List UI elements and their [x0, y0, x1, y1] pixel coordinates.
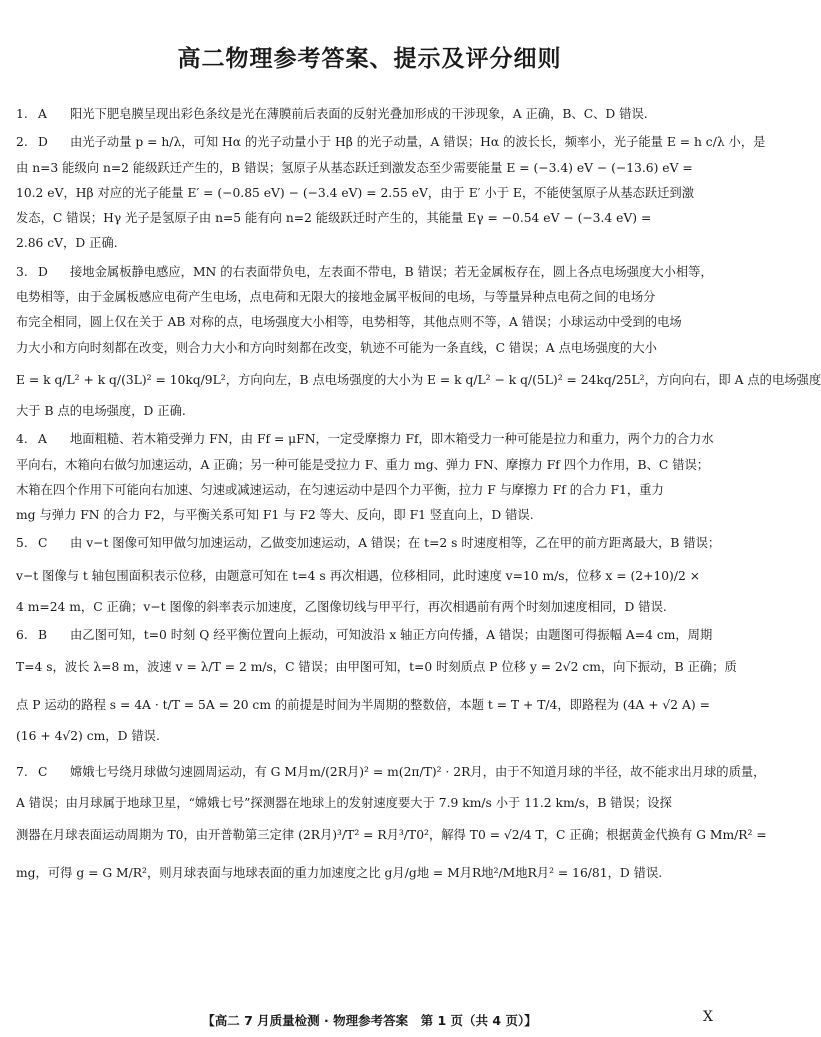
question-number: 6. [16, 628, 28, 643]
explanation-text: (16 + 4√2) cm，D 错误. [16, 729, 160, 744]
explanation-text: 木箱在四个作用下可能向右加速、匀速或减速运动，在匀速运动中是四个力平衡，拉力 F 与摩擦力 Ff 的合力 F1，重力 [16, 482, 664, 497]
answer-line [16, 453, 720, 478]
answer-line [16, 156, 720, 181]
answer-line [16, 531, 720, 556]
answer-line [16, 816, 767, 854]
explanation-text: 测器在月球表面运动周期为 T0，由开普勒第三定律 (2R月)³/T² = R月³/T0²，解得 T0 = √2/4 T，C 正确；根据黄金代换有 G Mm/R² = [16, 827, 767, 842]
explanation-text: 点 P 运动的路程 s = 4A · t/T = 5A = 20 cm 的前提是时间为半周期的整数倍，本题 t = T + T/4，即路程为 (4A + √2 A) = [16, 698, 710, 713]
answer-item [16, 102, 720, 127]
answer-letter: A [38, 432, 47, 447]
explanation-text: 由 n=3 能级向 n=2 能级跃迁产生的，B 错误；氢原子从基态跃迁到激发态至少需要能量 E = (−3.4) eV − (−13.6) eV = [16, 160, 693, 175]
answer-line [16, 595, 720, 620]
explanation-text: 10.2 eV，Hβ 对应的光子能量 E′ = (−0.85 eV) − (−3.4 eV) = 2.55 eV，由于 E′ 小于 E，不能使氢原子从基态跃迁到激 [16, 185, 695, 200]
explanation-text: v−t 图像与 t 轴包围面积表示位移，由题意可知在 t=4 s 再次相遇，位移相同，此时速度 v=10 m/s，位移 x = (2+10)/2 × [16, 568, 700, 583]
explanation-text: 嫦娥七号绕月球做匀速圆周运动，有 G M月m/(2R月)² = m(2π/T)² · 2R月，由于不知道月球的半径，故不能求出月球的质量， [70, 764, 766, 779]
page-title: 高二物理参考答案、提示及评分细则 [177, 46, 562, 72]
explanation-text: 发态，C 错误；Hγ 光子是氢原子由 n=5 能有向 n=2 能级跃迁时产生的，其能量 Eγ = −0.54 eV − (−3.4 eV) = [16, 211, 652, 226]
answer-line [16, 686, 720, 724]
answer-line [16, 427, 720, 452]
explanation-text: 4 m=24 m，C 正确；v−t 图像的斜率表示加速度，乙图像切线与甲平行，再次相遇前有两个时刻加速度相同，D 错误. [16, 599, 667, 614]
answer-line [16, 231, 720, 256]
answer-line [16, 478, 720, 503]
explanation-text: 平向右，木箱向右做匀加速运动，A 正确；另一种可能是受拉力 F、重力 mg、弹力 FN、摩擦力 Ff 四个力作用，B、C 错误； [16, 457, 710, 472]
explanation-text: 布完全相同，圆上仅在关于 AB 对称的点，电场强度大小相等，电势相等，其他点则不等，A 错误；小球运动中受到的电场 [16, 315, 682, 330]
answer-letter: D [38, 135, 48, 150]
question-number: 7. [16, 764, 28, 779]
answer-line [16, 181, 720, 206]
answer-line [16, 623, 720, 648]
page-footer: 【高二 7 月质量检测 · 物理参考答案 第 1 页（共 4 页）】 [202, 1013, 537, 1028]
question-number: 4. [16, 432, 28, 447]
answer-line [16, 260, 720, 285]
answer-item [16, 130, 766, 256]
answer-item [16, 531, 720, 620]
answer-line [16, 753, 766, 791]
answer-letter: C [38, 536, 48, 551]
answer-letter: A [38, 107, 47, 121]
answer-item [16, 623, 737, 750]
question-number: 3. [16, 264, 28, 279]
answer-line [16, 336, 720, 361]
explanation-text: 地面粗糙、若木箱受弹力 FN，由 Ff = μFN，一定受摩擦力 Ff，即木箱受力一种可能是拉力和重力，两个力的合力水 [70, 432, 714, 447]
answer-line [16, 557, 720, 595]
answer-line [16, 285, 720, 310]
answer-line [16, 648, 737, 686]
answer-line [16, 791, 720, 816]
answer-item [16, 427, 720, 528]
answer-list [16, 102, 821, 895]
explanation-text: A 错误；由月球属于地球卫星，“嫦娥七号”探测器在地球上的发射速度要大于 7.9 km/s 小于 11.2 km/s，B 错误；设探 [16, 795, 672, 810]
explanation-text: E = k q/L² + k q/(3L)² = 10kq/9L²，方向向左，B 点电场强度的大小为 E = k q/L² − k q/(5L)² = 24kq/25L²，方向向右，即 A 点的电场强度 [16, 372, 821, 387]
answer-letter: B [38, 628, 48, 643]
answer-line [16, 130, 766, 155]
answer-letter: D [38, 264, 48, 279]
question-number: 5. [16, 536, 28, 551]
answer-item [16, 753, 767, 892]
question-number: 1. [16, 107, 28, 121]
answer-line [16, 361, 821, 399]
explanation-text: mg 与弹力 FN 的合力 F2，与平衡关系可知 F1 与 F2 等大、反向，即 F1 竖直向上，D 错误. [16, 508, 534, 523]
explanation-text: 接地金属板静电感应，MN 的右表面带负电，左表面不带电，B 错误；若无金属板存在，圆上各点电场强度大小相等， [70, 264, 713, 279]
explanation-text: 力大小和方向时刻都在改变，则合力大小和方向时刻都在改变，轨迹不可能为一条直线，C 错误；A 点电场强度的大小 [16, 340, 657, 355]
answer-line [16, 206, 720, 231]
explanation-text: 阳光下肥皂膜呈现出彩色条纹是光在薄膜前后表面的反射光叠加形成的干涉现象，A 正确，B、C、D 错误. [70, 107, 648, 121]
answer-line [16, 399, 720, 424]
answer-item [16, 260, 821, 424]
explanation-text: 2.86 cV，D 正确. [16, 236, 118, 251]
answer-line [16, 724, 720, 749]
explanation-text: 电势相等，由于金属板感应电荷产生电场，点电荷和无限大的接地金属平板间的电场，与等量异种点电荷之间的电场分 [16, 290, 656, 305]
answer-line [16, 310, 720, 335]
answer-line [16, 854, 720, 892]
answer-letter: C [38, 764, 48, 779]
question-number: 2. [16, 135, 28, 150]
explanation-text: mg，可得 g = G M/R²，则月球表面与地球表面的重力加速度之比 g月/g地 = M月R地²/M地R月² = 16/81，D 错误. [16, 865, 663, 880]
explanation-text: 大于 B 点的电场强度，D 正确. [16, 403, 186, 418]
explanation-text: 由光子动量 p = h/λ，可知 Hα 的光子动量小于 Hβ 的光子动量，A 错误；Hα 的波长长，频率小，光子能量 E = h c/λ 小，是 [70, 135, 766, 150]
explanation-text: 由乙图可知，t=0 时刻 Q 经平衡位置向上振动，可知波沿 x 轴正方向传播，A 错误；由题图可得振幅 A=4 cm，周期 [70, 628, 713, 643]
page-mark: X [703, 1009, 713, 1025]
answer-line [16, 102, 720, 127]
explanation-text: T=4 s，波长 λ=8 m，波速 v = λ/T = 2 m/s，C 错误；由甲图可知，t=0 时刻质点 P 位移 y = 2√2 cm，向下振动，B 正确；质 [16, 660, 737, 675]
explanation-text: 由 v−t 图像可知甲做匀加速运动，乙做变加速运动，A 错误；在 t=2 s 时速度相等，乙在甲的前方距离最大，B 错误； [70, 536, 721, 551]
answer-line [16, 503, 720, 528]
